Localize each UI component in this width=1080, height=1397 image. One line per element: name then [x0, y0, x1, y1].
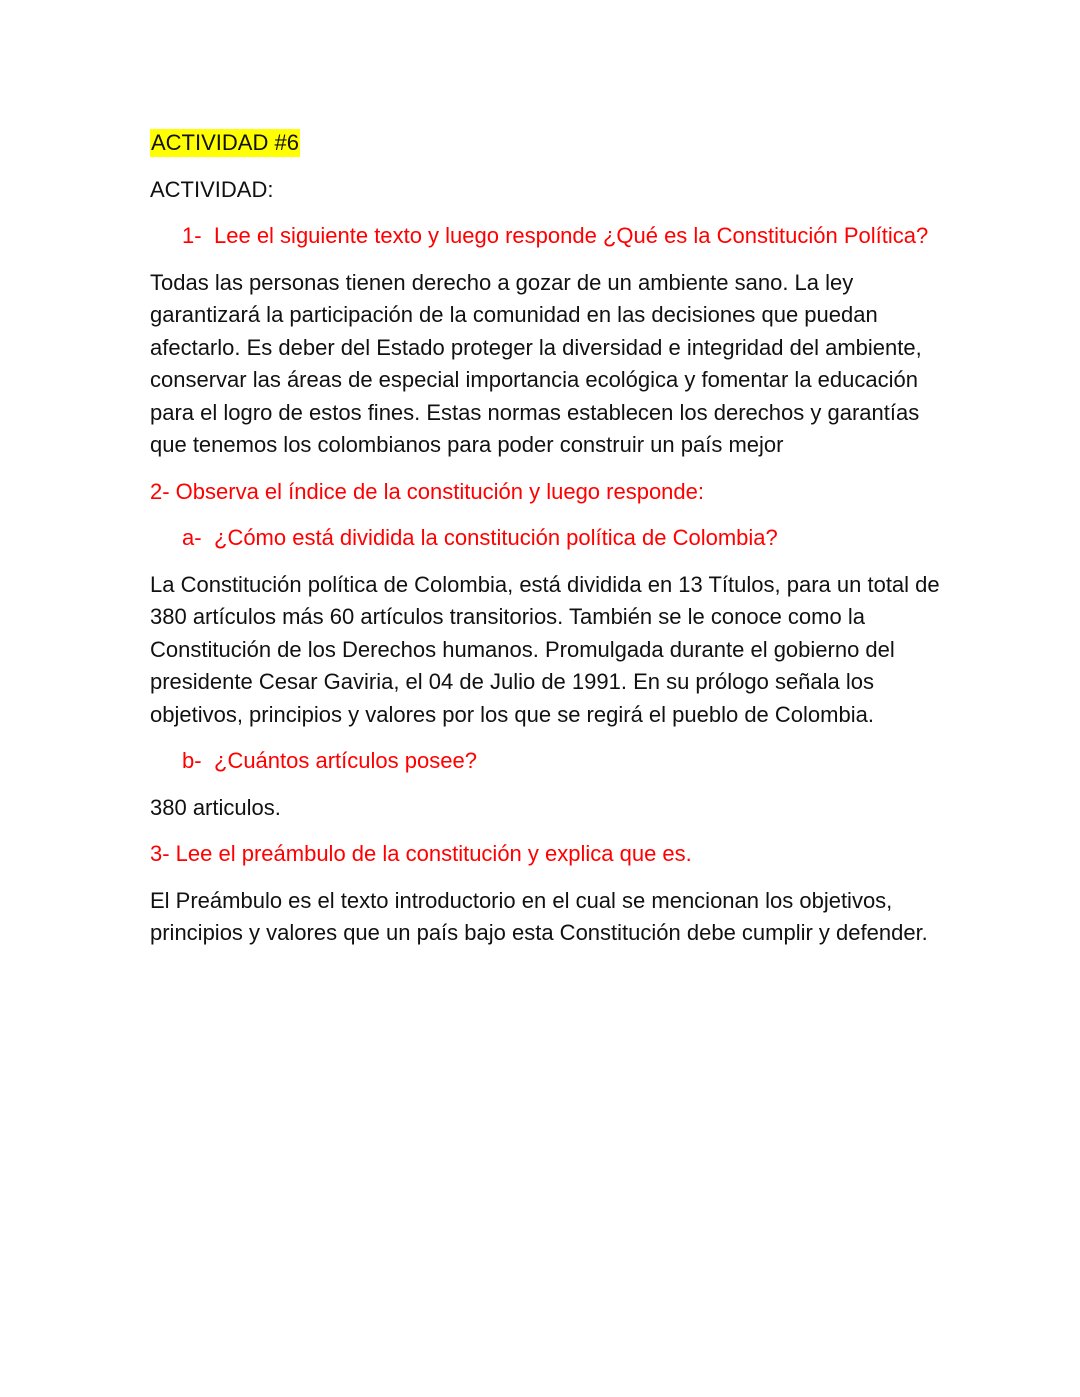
document-page: [150, 127, 940, 964]
question-1-marker: 1-: [182, 223, 202, 248]
question-2a: [150, 522, 940, 555]
answer-3: El Preámbulo es el texto introductorio en el cual se mencionan los objetivos, principios y valores que un país bajo esta Constitución debe cumplir y defender.: [150, 887, 928, 945]
answer-2b: 380 articulos.: [150, 794, 281, 820]
question-2: 2- Observa el índice de la constitución y luego responde:: [150, 478, 704, 504]
question-3: 3- Lee el preámbulo de la constitución y explica que es.: [150, 841, 692, 866]
activity-title: ACTIVIDAD #6: [151, 130, 299, 155]
activity-subtitle: ACTIVIDAD:: [150, 176, 274, 202]
question-1-text: Lee el siguiente texto y luego responde ¿Qué es la Constitución Política?: [214, 223, 929, 248]
question-2b: [150, 745, 940, 778]
answer-1: Todas las personas tienen derecho a gozar de un ambiente sano. La ley garantizará la participación de la comunidad en las decisiones que puedan afectarlo. Es deber del Estado proteger la diversidad e integridad del ambiente, conservar las áreas de especial importancia ecológica y fomentar la educación para el logro de estos fines. Estas normas establecen los derechos y garantías que tenemos los colombianos para poder construir un país mejor: [150, 269, 922, 457]
question-2b-text: ¿Cuántos artículos posee?: [214, 748, 477, 773]
question-1: [150, 220, 940, 253]
answer-2a: La Constitución política de Colombia, está dividida en 13 Títulos, para un total de 380 artículos más 60 artículos transitorios. También se le conoce como la Constitución de los Derechos humanos. Promulgada durante el gobierno del presidente Cesar Gaviria, el 04 de Julio de 1991. En su prólogo señala los objetivos, principios y valores por los que se regirá el pueblo de Colombia.: [150, 571, 940, 727]
title-line: [150, 127, 940, 160]
question-2a-text: ¿Cómo está dividida la constitución política de Colombia?: [214, 525, 778, 550]
question-2a-marker: a-: [182, 525, 202, 550]
question-2b-marker: b-: [182, 748, 202, 773]
